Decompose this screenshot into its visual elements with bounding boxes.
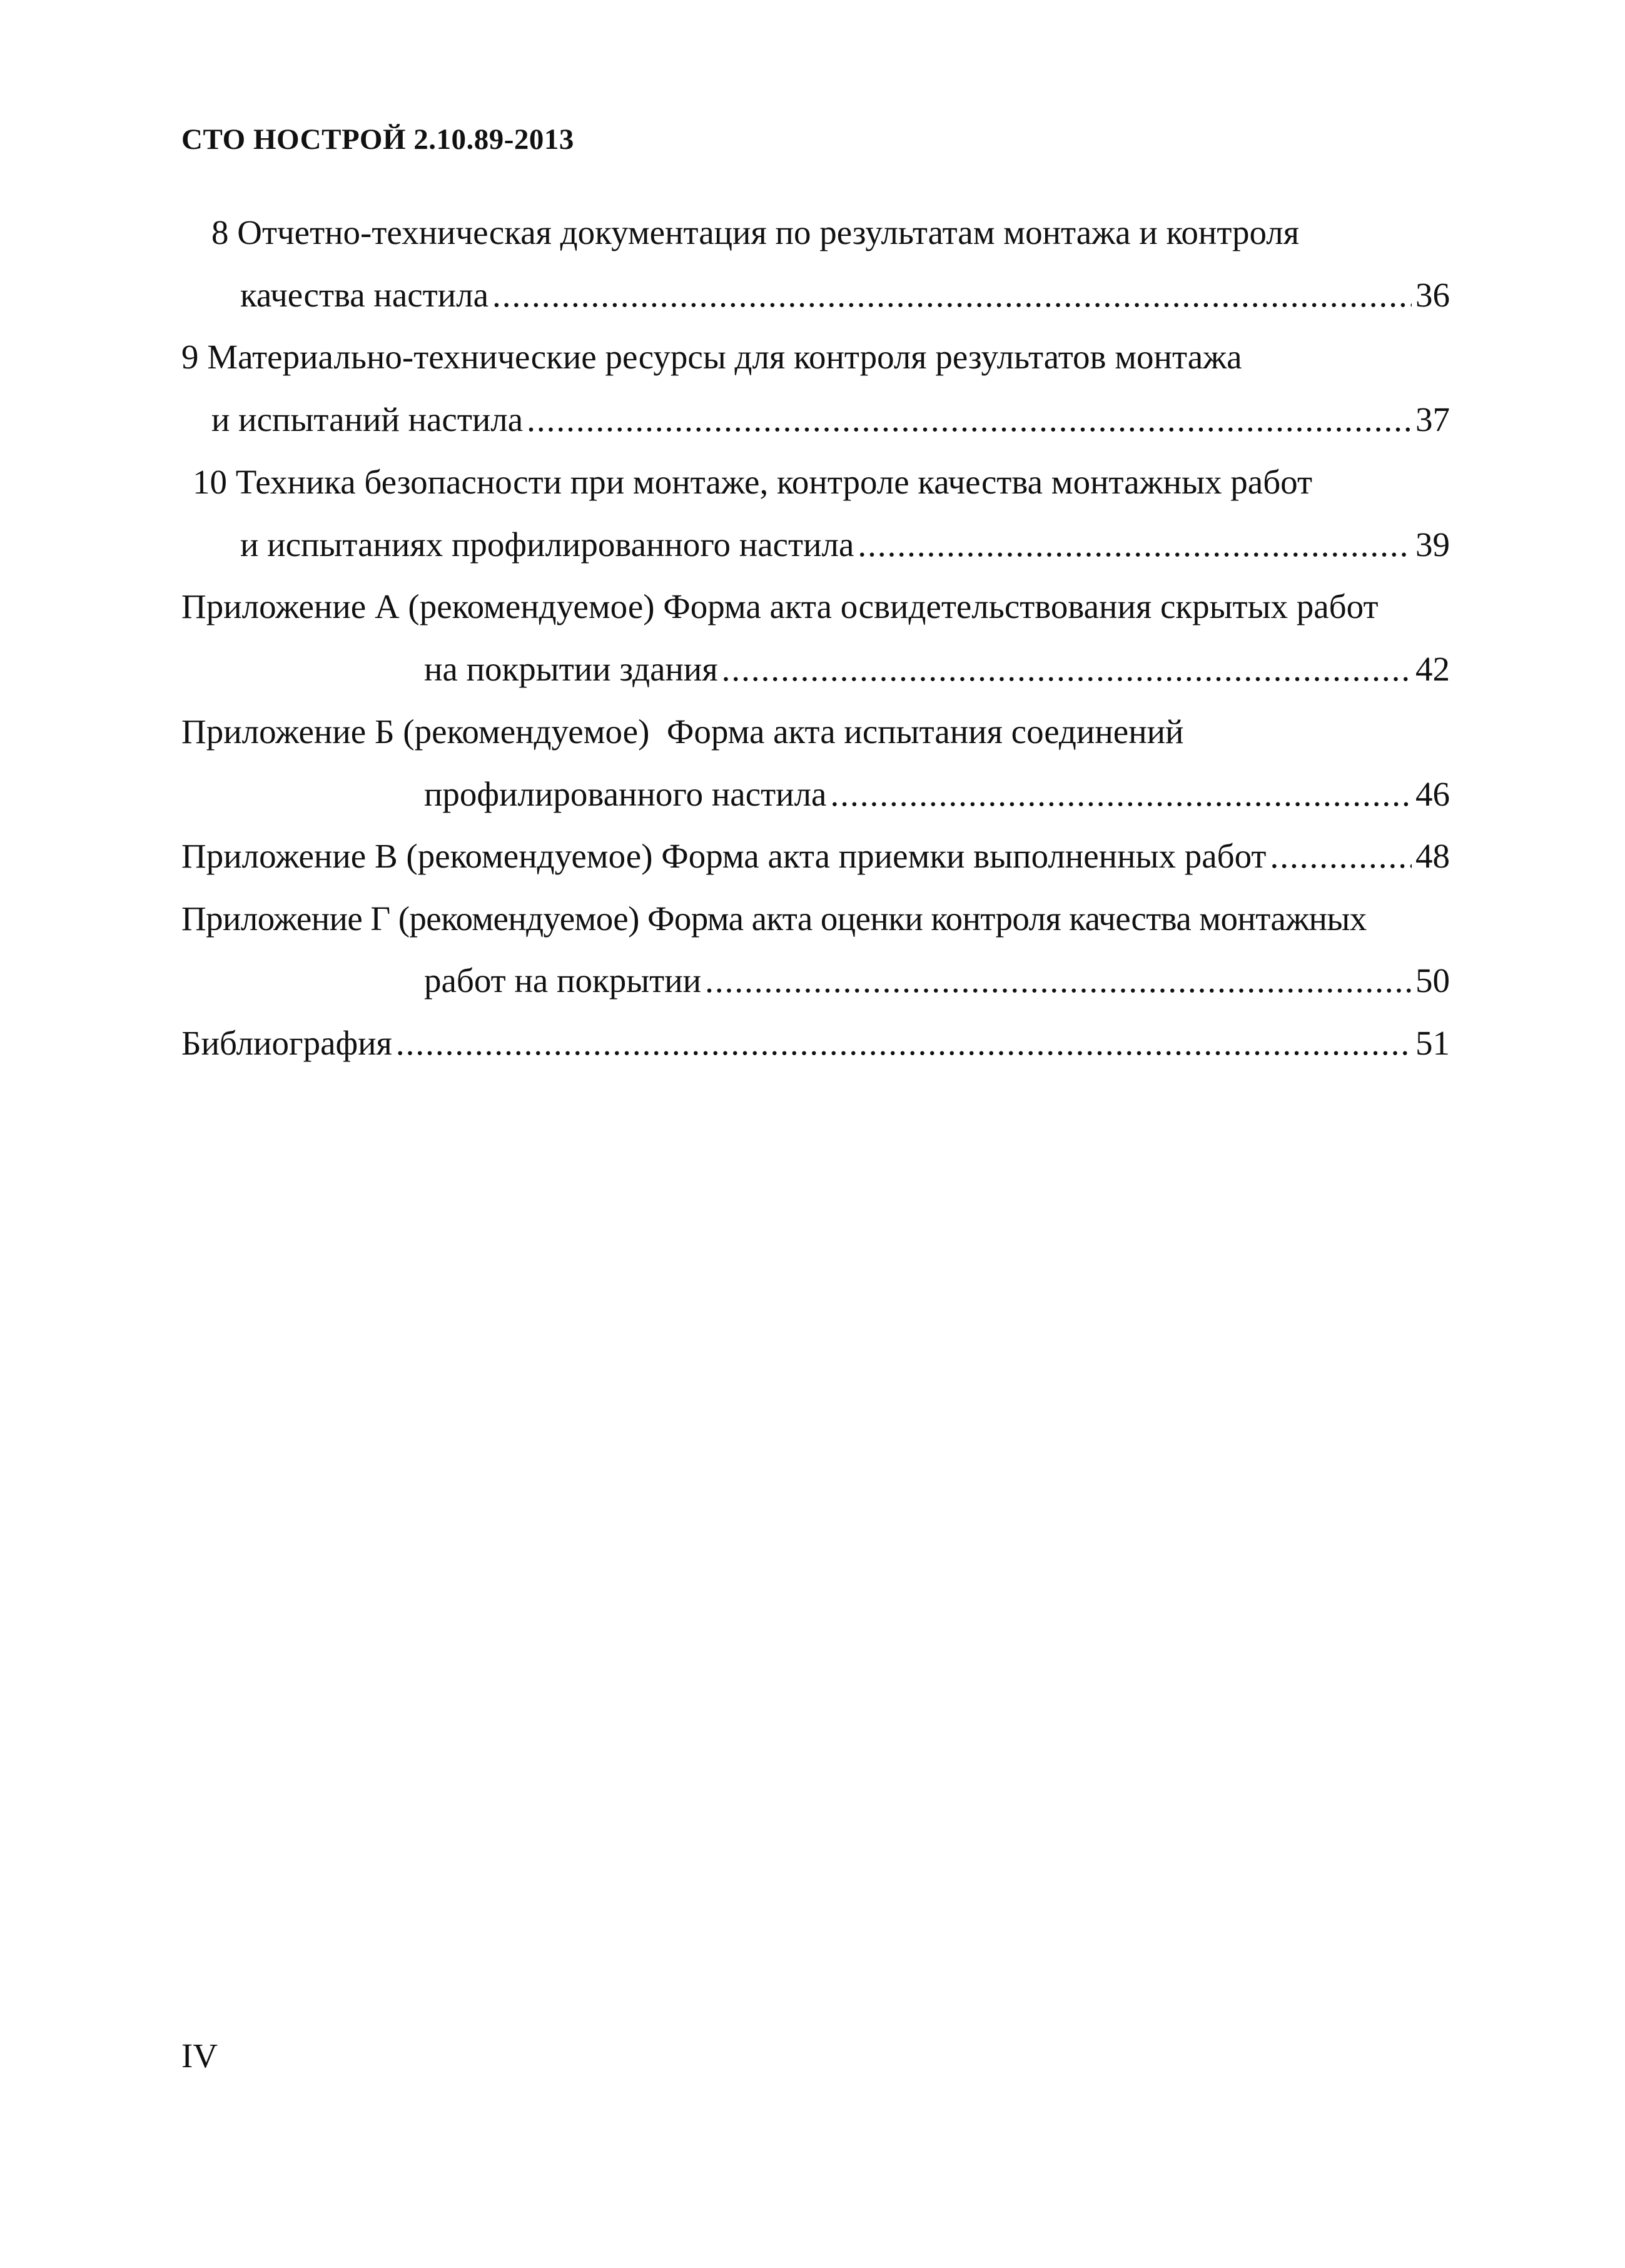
dot-leader [722, 652, 1412, 686]
toc-entry-9-line1: 9 Материально-технические ресурсы для контроля результатов монтажа [181, 338, 1242, 376]
toc-appendix-a[interactable] [424, 652, 1450, 686]
toc-appendix-a-line1: Приложение А (рекомендуемое) Форма акта освидетельствования скрытых работ [181, 587, 1379, 625]
toc-entry-10-line2: и испытаниях профилированного настила [240, 525, 854, 564]
toc-entry-10-line1: 10 Техника безопасности при монтаже, контроле качества монтажных работ [193, 463, 1312, 501]
page-number: IV [181, 2037, 218, 2075]
toc-entry-9-page: 37 [1415, 400, 1450, 438]
dot-leader [830, 777, 1412, 811]
toc-appendix-b-page: 46 [1415, 775, 1450, 813]
toc-appendix-b-line2: профилированного настила [424, 775, 827, 813]
dot-leader [858, 527, 1412, 562]
toc-appendix-v-line1: Приложение В (рекомендуемое) Форма акта приемки выполненных работ [181, 837, 1267, 875]
toc-appendix-v[interactable] [181, 839, 1450, 873]
toc-entry-9-line2: и испытаний настила [211, 400, 524, 438]
toc-entry-8-line1: 8 Отчетно-техническая документация по результатам монтажа и контроля [211, 213, 1300, 251]
toc-appendix-g-line2: работ на покрытии [424, 961, 702, 1000]
dot-leader [492, 278, 1412, 312]
toc-appendix-v-page: 48 [1415, 837, 1450, 875]
toc-entry-8-page: 36 [1415, 276, 1450, 314]
dot-leader [396, 1026, 1412, 1060]
toc-bibliography[interactable] [181, 1026, 1450, 1060]
toc-appendix-g-line1: Приложение Г (рекомендуемое) Форма акта оценки контроля качества монтажных [181, 899, 1367, 938]
toc-entry-8-line2: качества настила [240, 276, 489, 314]
document-header: СТО НОСТРОЙ 2.10.89-2013 [181, 123, 574, 156]
dot-leader [527, 402, 1412, 437]
toc-appendix-g[interactable] [424, 963, 1450, 998]
toc-appendix-b-line1: Приложение Б (рекомендуемое) Форма акта испытания соединений [181, 712, 1184, 751]
toc-bibliography-label: Библиография [181, 1024, 392, 1062]
toc-entry-10-page: 39 [1415, 525, 1450, 564]
toc-appendix-g-page: 50 [1415, 961, 1450, 1000]
toc-appendix-b[interactable] [424, 777, 1450, 811]
toc-appendix-a-page: 42 [1415, 650, 1450, 688]
toc-entry-9[interactable] [211, 402, 1450, 437]
toc-entry-10[interactable] [240, 527, 1450, 562]
toc-entry-8[interactable] [240, 278, 1450, 312]
dot-leader [1270, 839, 1412, 873]
toc-bibliography-page: 51 [1415, 1024, 1450, 1062]
toc-appendix-a-line2: на покрытии здания [424, 650, 718, 688]
dot-leader [705, 963, 1412, 998]
